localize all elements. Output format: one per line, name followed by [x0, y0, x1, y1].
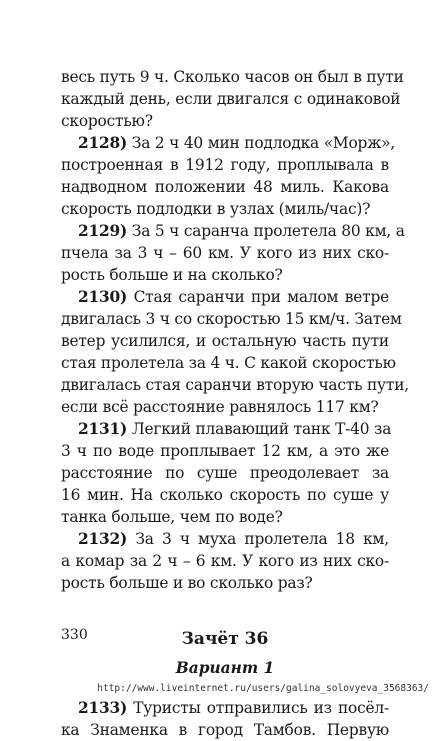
problem-2131-first-line — [61, 418, 392, 440]
text-line: ка Знаменка в город Тамбов. Первую — [61, 721, 389, 739]
text-span: За 3 ч муха пролетела 18 км, — [135, 530, 389, 548]
text-span: Легкий плавающий танк Т-40 за — [131, 420, 392, 438]
watermark-url: http://www.liveinternet.ru/users/galina_solovyeva_3568363/ — [97, 683, 429, 694]
text-line: танка больше, чем по воде? — [61, 508, 283, 526]
problem-2128-first-line — [61, 132, 396, 154]
text-line: двигалась стая саранчи вторую часть пути, — [61, 376, 409, 394]
text-span: Туристы отправились из посёл- — [133, 699, 389, 717]
text-line: если всё расстояние равнялось 117 км? — [61, 398, 379, 416]
text-line: надводном положении 48 миль. Какова — [61, 178, 389, 196]
text-line: ветер усилился, и остальную часть пути — [61, 332, 389, 350]
text-line: каждый день, если двигался с одинаковой — [61, 90, 401, 108]
problem-2129-first-line — [61, 220, 405, 242]
text-line: скорость подлодки в узлах (миль/час)? — [61, 200, 371, 218]
text-span: За 2 ч 40 мин подлодка «Морж», — [131, 134, 396, 152]
problem-number: 2128) — [78, 134, 128, 152]
text-line: 3 ч по воде проплывает 12 км, а это же — [61, 442, 389, 460]
text-line: рость больше и на сколько? — [61, 266, 283, 284]
text-line: расстояние по суше преодолевает за — [61, 464, 389, 482]
text-line: построенная в 1912 году, проплывала в — [61, 156, 389, 174]
text-span: За 5 ч саранча пролетела 80 км, а — [131, 222, 405, 240]
problem-number: 2132) — [78, 530, 128, 548]
text-line: весь путь 9 ч. Сколько часов он был в пути — [61, 68, 404, 86]
text-line: пчела за 3 ч – 60 км. У кого из них ско- — [61, 244, 389, 262]
text-line: стая пролетела за 4 ч. С какой скоростью — [61, 354, 396, 372]
section-subheading: Вариант 1 — [175, 659, 275, 677]
problem-2130-first-line — [61, 286, 389, 308]
text-line: 16 мин. На сколько скорость по суше у — [61, 486, 389, 504]
problem-2133-first-line — [61, 697, 389, 719]
page-body — [61, 66, 409, 741]
text-span: Стая саранчи при малом ветре — [133, 288, 390, 306]
section-heading: Зачёт 36 — [181, 629, 269, 649]
text-line: а комар за 2 ч – 6 км. У кого из них ско- — [61, 552, 389, 570]
problem-number: 2131) — [78, 420, 128, 438]
text-line: двигалась 3 ч со скоростью 15 км/ч. Затем — [61, 310, 402, 328]
section-spacer — [61, 594, 389, 627]
problem-number: 2130) — [78, 288, 128, 306]
text-line: рость больше и во сколько раз? — [61, 574, 313, 592]
problem-2132-first-line — [61, 528, 389, 550]
problem-number: 2129) — [78, 222, 128, 240]
problem-number: 2133) — [78, 699, 128, 717]
page-number: 330 — [61, 627, 88, 643]
text-line: скоростью? — [61, 112, 153, 130]
